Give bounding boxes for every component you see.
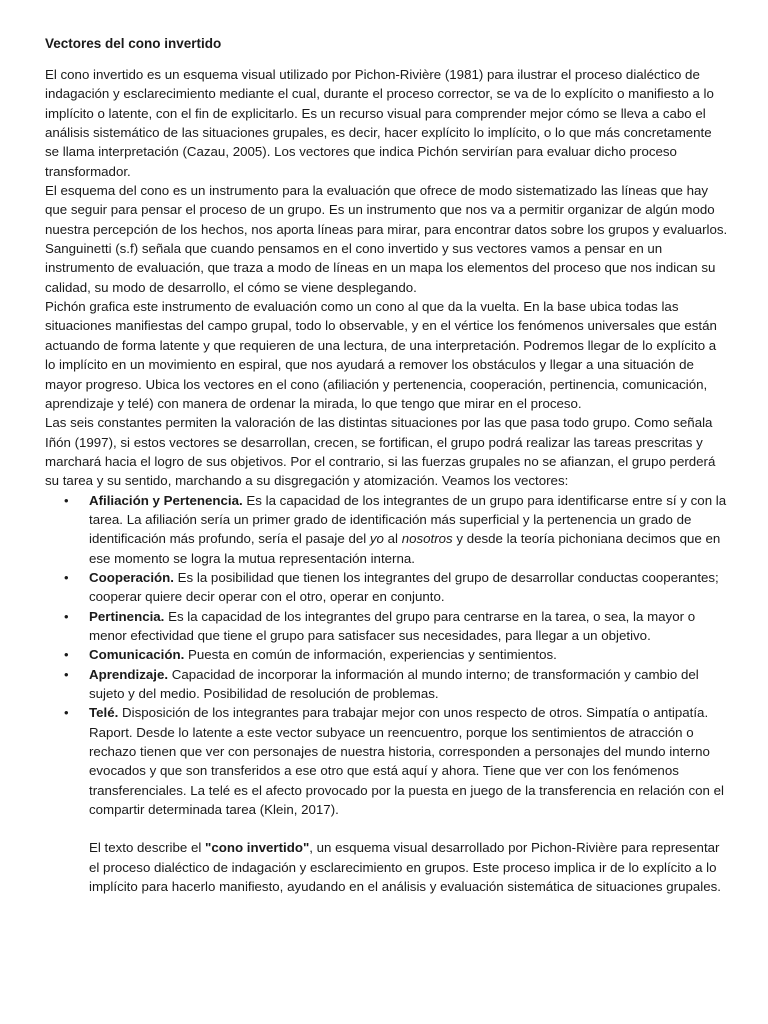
vector-text: Es la posibilidad que tienen los integrantes del grupo de desarrollar conductas cooperantes; cooperar quiere decir operar con el otro, operar en conjunto. [89,569,719,605]
bullet-icon: • [64,647,69,663]
vector-text: al [383,531,402,547]
bullet-icon: • [64,608,69,624]
list-item-aprendizaje [45,665,728,704]
list-item-pertinencia [45,607,728,646]
vector-text: Disposición de los integrantes para trabajar mejor con unos respecto de otros. Simpatía o antipatía. Raport. Desde lo latente a este vector subyace un reencuentro, porque los sentimientos de atracción o rechazo tienen que ver con personajes de nuestra historia, corresponden a personajes del mundo interno evocados y que son transferidos a ese otro que está aquí y ahora. Tiene que ver con los fenómenos transferenciales. La telé es el afecto provocado por la puesta en juego de la transferencia en relación con el compartir determinada tarea (Klein, 2017). [89,705,724,818]
vector-term: Telé. [89,705,119,721]
vector-list [45,491,728,820]
summary-bold: "cono invertido" [205,840,310,856]
vector-term: Pertinencia. [89,608,165,624]
paragraph-cone-scheme: El esquema del cono es un instrumento para la evaluación que ofrece de modo sistematizado las líneas que hay que seguir para pensar el proceso de un grupo. Es un instrumento que nos va a permitir organizar de algún modo nuestra percepción de los hechos, nos aporta líneas para mirar, para encontrar datos sobre los grupos y evaluarlos. [45,183,728,237]
vector-term: Cooperación. [89,569,174,585]
bullet-icon: • [64,492,69,508]
vector-text: Puesta en común de información, experiencias y sentimientos. [184,647,557,663]
summary-rest: , un esquema visual desarrollado por Pichon-Rivière para representar el proceso dialéctico de indagación y esclarecimiento en grupos. Este proceso implica ir de lo explícito a lo implícito para hacerlo manifiesto, ayudando en el análisis y evaluación sistemática de situaciones grupales. [89,840,721,895]
vector-text: Es la capacidad de los integrantes de un grupo para identificarse entre sí y con la tarea. La afiliación sería un primer grado de identificación más superficial y la pertenencia un grado de identificación más profundo, sería el pasaje del [89,492,727,547]
vector-emphasis: yo [369,531,384,547]
vector-emphasis: nosotros [401,531,453,547]
vector-term: Comunicación. [89,647,185,663]
list-item-afiliacion [45,491,728,568]
paragraph-intro: El cono invertido es un esquema visual utilizado por Pichon-Rivière (1981) para ilustrar el proceso dialéctico de indagación y esclarecimiento mediante el cual, durante el proceso corrector, se va de lo explícito o manifiesto a lo implícito o latente, con el fin de explicitarlo. Es un recurso visual para comprender mejor cómo se lleva a cabo el análisis sistemático de las situaciones grupales, es decir, hacer explícito lo implícito, o lo que más concretamente se llama interpretación (Cazau, 2005). Los vectores que indica Pichón servirían para evaluar dicho proceso transformador. [45,67,714,179]
bullet-icon: • [64,705,69,721]
bullet-icon: • [64,569,69,585]
summary-paragraph [45,838,728,896]
list-item-tele [45,703,728,819]
paragraph-six-constants: Las seis constantes permiten la valoración de las distintas situaciones por las que pasa todo grupo. Como señala Iñón (1997), si estos vectores se desarrollan, crecen, se fortifican, el grupo podrá realizar las tareas prescritas y marchará hacia el logro de sus objetivos. Por el contrario, si las fuerzas grupales no se afianzan, el grupo perderá su tarea y su sentido, marchando a su disgregación y atomización. Veamos los vectores: [45,415,716,489]
vector-text: y desde la teoría pichoniana decimos que en ese momento se logra la mutua representación interna. [89,531,721,566]
bullet-icon: • [64,666,69,682]
vector-term: Aprendizaje. [89,666,169,682]
document-title: Vectores del cono invertido [45,36,222,51]
vector-term: Afiliación y Pertenencia. [89,492,243,508]
paragraph-pichon-graph: Pichón grafica este instrumento de evaluación como un cono al que da la vuelta. En la base ubica todas las situaciones manifiestas del campo grupal, todo lo observable, y en el vértice los fenómenos universales que están actuando de forma latente y que requieren de una lectura, de una interpretación. Podremos llegar de lo explícito a lo implícito en un movimiento en espiral, que nos ayudará a remover los obstáculos y llegar a una situación de mayor progreso. Ubica los vectores en el cono (afiliación y pertenencia, cooperación, pertinencia, comunicación, aprendizaje y telé) con manera de ordenar la mirada, lo que tengo que mirar en el proceso. [45,299,717,411]
vector-text: Capacidad de incorporar la información al mundo interno; de transformación y cambio del sujeto y del medio. Posibilidad de resolución de problemas. [89,666,699,701]
list-item-cooperacion [45,568,728,607]
vector-text: Es la capacidad de los integrantes del grupo para centrarse en la tarea, o sea, la mayor o menor efectividad que tiene el grupo para satisfacer sus necesidades, para llegar a un objetivo. [89,608,696,643]
paragraph-sanguinetti: Sanguinetti (s.f) señala que cuando pensamos en el cono invertido y sus vectores vamos a pensar en un instrumento de evaluación, que traza a modo de líneas en un mapa los elementos del proceso que nos indican su calidad, su modo de desarrollo, el cómo se viene desplegando. [45,241,716,295]
summary-lead: El texto describe el [89,840,206,856]
list-item-comunicacion [45,645,728,664]
